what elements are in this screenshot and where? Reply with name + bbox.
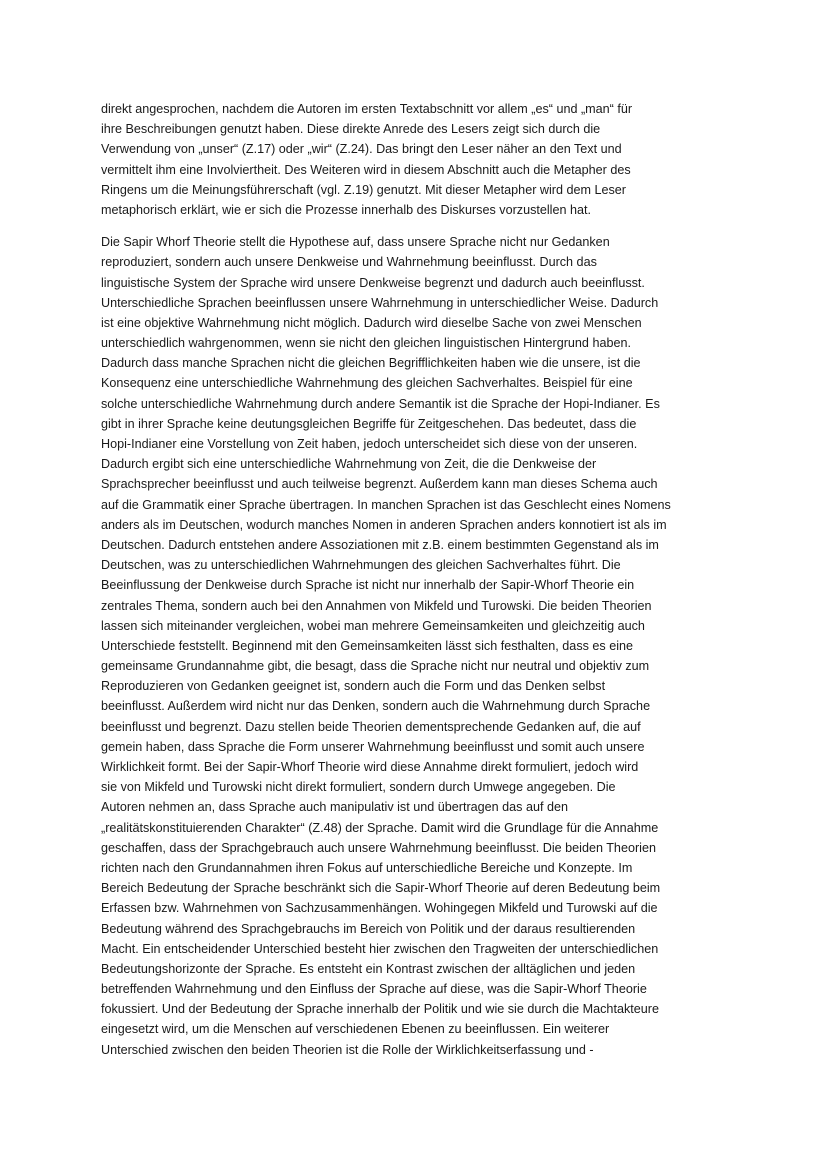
text-line: Bedeutung während des Sprachgebrauchs im Bereich von Politik und der daraus resultierenden	[101, 921, 636, 936]
text-line: ist eine objektive Wahrnehmung nicht möglich. Dadurch wird dieselbe Sache von zwei Menschen	[101, 315, 642, 330]
text-line: solche unterschiedliche Wahrnehmung durch andere Semantik ist die Sprache der Hopi-Indianer. Es	[101, 396, 660, 411]
text-line: Die Sapir Whorf Theorie stellt die Hypothese auf, dass unsere Sprache nicht nur Gedanken	[101, 235, 610, 250]
text-line: Bereich Bedeutung der Sprache beschränkt sich die Sapir-Whorf Theorie auf deren Bedeutung beim	[101, 881, 661, 896]
text-line: beeinflusst und begrenzt. Dazu stellen beide Theorien dementsprechende Gedanken auf, die auf	[101, 719, 641, 734]
paragraph-gap	[101, 220, 729, 232]
text-line: Ringens um die Meinungsführerschaft (vgl. Z.19) genutzt. Mit dieser Metapher wird dem Leser	[101, 182, 626, 197]
text-line: eingesetzt wird, um die Menschen auf verschiedenen Ebenen zu beeinflussen. Ein weiterer	[101, 1022, 610, 1037]
text-line: gibt in ihrer Sprache keine deutungsgleichen Begriffe für Zeitgeschehen. Das bedeutet, dass die	[101, 416, 637, 431]
text-line: Unterschiedliche Sprachen beeinflussen unsere Wahrnehmung in unterschiedlicher Weise. Dadurch	[101, 295, 659, 310]
text-line: „realitätskonstituierenden Charakter“ (Z.48) der Sprache. Damit wird die Grundlage für die Annahme	[101, 820, 659, 835]
text-line: Unterschied zwischen den beiden Theorien ist die Rolle der Wirklichkeitserfassung und -	[101, 1042, 594, 1057]
paragraph-2	[101, 232, 729, 1060]
text-line: Sprachsprecher beeinflusst und auch teilweise begrenzt. Außerdem kann man dieses Schema auch	[101, 477, 658, 492]
text-line: Verwendung von „unser“ (Z.17) oder „wir“ (Z.24). Das bringt den Leser näher an den Text und	[101, 142, 622, 157]
text-line: anders als im Deutschen, wodurch manches Nomen in anderen Sprachen anders konnotiert ist als im	[101, 517, 667, 532]
text-line: Dadurch ergibt sich eine unterschiedliche Wahrnehmung von Zeit, die die Denkweise der	[101, 457, 597, 472]
text-line: Bedeutungshorizonte der Sprache. Es entsteht ein Kontrast zwischen der alltäglichen und jeden	[101, 961, 636, 976]
text-line: unterschiedlich wahrgenommen, wenn sie nicht den gleichen linguistischen Hintergrund haben.	[101, 336, 631, 351]
text-line: beeinflusst. Außerdem wird nicht nur das Denken, sondern auch die Wahrnehmung durch Sprache	[101, 699, 651, 714]
text-line: gemein haben, dass Sprache die Form unserer Wahrnehmung beeinflusst und somit auch unsere	[101, 739, 645, 754]
text-line: zentrales Thema, sondern auch bei den Annahmen von Mikfeld und Turowski. Die beiden Theorien	[101, 598, 652, 613]
text-line: Autoren nehmen an, dass Sprache auch manipulativ ist und übertragen das auf den	[101, 800, 568, 815]
text-line: direkt angesprochen, nachdem die Autoren im ersten Textabschnitt vor allem „es“ und „man“ für	[101, 102, 633, 116]
text-line: auf die Grammatik einer Sprache übertragen. In manchen Sprachen ist das Geschlecht eines Nomens	[101, 497, 671, 512]
text-line: Hopi-Indianer eine Vorstellung von Zeit haben, jedoch unterscheidet sich diese von der unseren.	[101, 437, 638, 451]
text-line: Unterschiede feststellt. Beginnend mit den Gemeinsamkeiten lässt sich festhalten, dass es eine	[101, 638, 634, 653]
text-line: betreffenden Wahrnehmung und den Einfluss der Sprache auf diese, was die Sapir-Whorf Theorie	[101, 982, 647, 997]
text-line: Erfassen bzw. Wahrnehmen von Sachzusammenhängen. Wohingegen Mikfeld und Turowski auf die	[101, 901, 658, 916]
text-line: Konsequenz eine unterschiedliche Wahrnehmung des gleichen Sachverhaltes. Beispiel für eine	[101, 376, 633, 391]
document-page	[101, 99, 729, 1060]
text-line: lassen sich miteinander vergleichen, wobei man mehrere Gemeinsamkeiten und gleichzeitig auch	[101, 618, 645, 633]
text-line: fokussiert. Und der Bedeutung der Sprache innerhalb der Politik und wie sie durch die Machtakteure	[101, 1002, 659, 1017]
text-line: vermittelt ihm eine Involviertheit. Des Weiteren wird in diesem Abschnitt auch die Metapher des	[101, 162, 631, 177]
text-line: Macht. Ein entscheidender Unterschied besteht hier zwischen den Tragweiten der unterschiedlichen	[101, 941, 659, 956]
text-line: reproduziert, sondern auch unsere Denkweise und Wahrnehmung beeinflusst. Durch das	[101, 255, 597, 270]
text-line: metaphorisch erklärt, wie er sich die Prozesse innerhalb des Diskurses vorzustellen hat.	[101, 202, 591, 217]
text-line: Deutschen. Dadurch entstehen andere Assoziationen mit z.B. einem bestimmten Gegenstand als im	[101, 537, 659, 552]
paragraph-1	[101, 99, 729, 220]
text-line: Beeinflussung der Denkweise durch Sprache ist nicht nur innerhalb der Sapir-Whorf Theorie ein	[101, 578, 635, 593]
text-line: Wirklichkeit formt. Bei der Sapir-Whorf Theorie wird diese Annahme direkt formuliert, jedoch wird	[101, 760, 639, 774]
text-line: linguistische System der Sprache wird unsere Denkweise begrenzt und dadurch auch beeinflusst.	[101, 275, 645, 290]
text-line: ihre Beschreibungen genutzt haben. Diese direkte Anrede des Lesers zeigt sich durch die	[101, 122, 601, 137]
text-line: Reproduzieren von Gedanken geeignet ist, sondern auch die Form und das Denken selbst	[101, 679, 606, 694]
text-line: Deutschen, was zu unterschiedlichen Wahrnehmungen des gleichen Sachverhaltes führt. Die	[101, 558, 621, 573]
text-line: richten nach den Grundannahmen ihren Fokus auf unterschiedliche Bereiche und Konzepte. Im	[101, 860, 633, 875]
text-line: geschaffen, dass der Sprachgebrauch auch unsere Wahrnehmung beeinflusst. Die beiden Theorien	[101, 840, 656, 855]
text-line: sie von Mikfeld und Turowski nicht direkt formuliert, sondern durch Umwege angegeben. Die	[101, 780, 616, 795]
text-line: gemeinsame Grundannahme gibt, die besagt, dass die Sprache nicht nur neutral und objektiv zum	[101, 659, 650, 674]
text-line: Dadurch dass manche Sprachen nicht die gleichen Begrifflichkeiten haben wie die unsere, ist die	[101, 356, 641, 371]
